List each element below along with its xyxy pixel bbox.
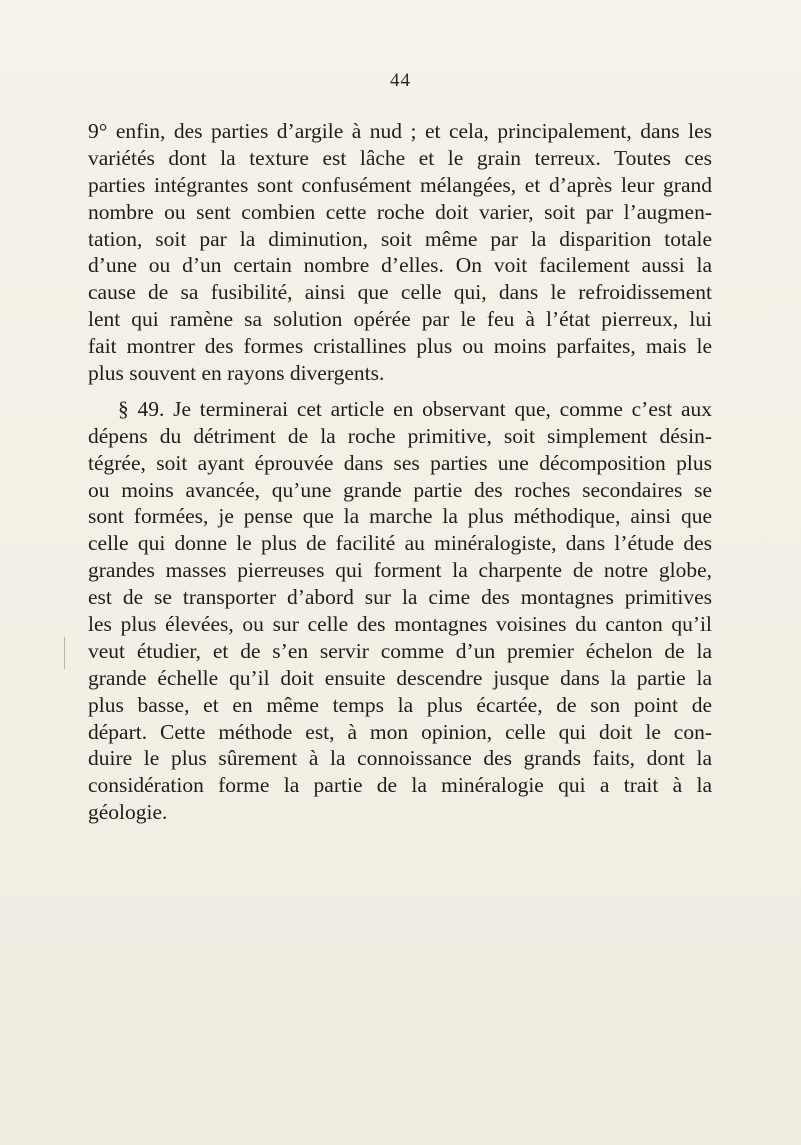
text-line: duire le plus sûrement à la connoissance des grands faits, dont la (88, 746, 712, 771)
text-line: considération forme la partie de la minéralogie qui a trait à la (88, 773, 712, 798)
paragraph-continuation (88, 118, 712, 387)
text-line: variétés dont la texture est lâche et le grain terreux. Toutes ces (88, 145, 712, 170)
text-line: 9° enfin, des parties d’argile à nud ; et cela, principalement, dans les (88, 119, 712, 143)
text-line: plus basse, et en même temps la plus écartée, de son point de (88, 692, 712, 717)
text-line: grande échelle qu’il doit ensuite descendre jusque dans la partie la (88, 665, 712, 690)
text-line: départ. Cette méthode est, à mon opinion, celle qui doit le con- (88, 719, 712, 744)
paragraph-gap (88, 387, 712, 396)
text-line: celle qui donne le plus de facilité au minéralogiste, dans l’étude des (88, 531, 712, 556)
page-number: 44 (390, 70, 411, 91)
text-line: fait montrer des formes cristallines plus ou moins parfaites, mais le (88, 334, 712, 359)
body-text (88, 118, 712, 826)
text-line: veut étudier, et de s’en servir comme d’un premier échelon de la (88, 638, 712, 663)
text-line: parties intégrantes sont confusément mélangées, et d’après leur grand (88, 172, 712, 197)
margin-pencil-mark (64, 637, 65, 669)
paragraph-section-49 (88, 396, 712, 826)
text-line: tégrée, soit ayant éprouvée dans ses parties une décomposition plus (88, 450, 712, 475)
text-line: grandes masses pierreuses qui forment la charpente de notre globe, (88, 558, 712, 583)
text-line: sont formées, je pense que la marche la plus méthodique, ainsi que (88, 504, 712, 529)
text-line: géologie. (88, 800, 168, 825)
text-line: plus souvent en rayons divergents. (88, 361, 385, 386)
text-line: cause de sa fusibilité, ainsi que celle qui, dans le refroidissement (88, 280, 712, 305)
text-line: nombre ou sent combien cette roche doit varier, soit par l’augmen- (88, 199, 712, 224)
text-line: tation, soit par la diminution, soit même par la disparition totale (88, 226, 712, 251)
text-line: ou moins avancée, qu’une grande partie des roches secondaires se (88, 477, 712, 502)
text-line: lent qui ramène sa solution opérée par le feu à l’état pierreux, lui (88, 307, 712, 332)
text-line: d’une ou d’un certain nombre d’elles. On voit facilement aussi la (88, 253, 712, 278)
text-line: § 49. Je terminerai cet article en observant que, comme c’est aux (118, 396, 712, 421)
text-line: les plus élevées, ou sur celle des montagnes voisines du canton qu’il (88, 612, 712, 637)
text-line: dépens du détriment de la roche primitive, soit simplement désin- (88, 423, 712, 448)
text-line: est de se transporter d’abord sur la cime des montagnes primitives (88, 585, 712, 610)
